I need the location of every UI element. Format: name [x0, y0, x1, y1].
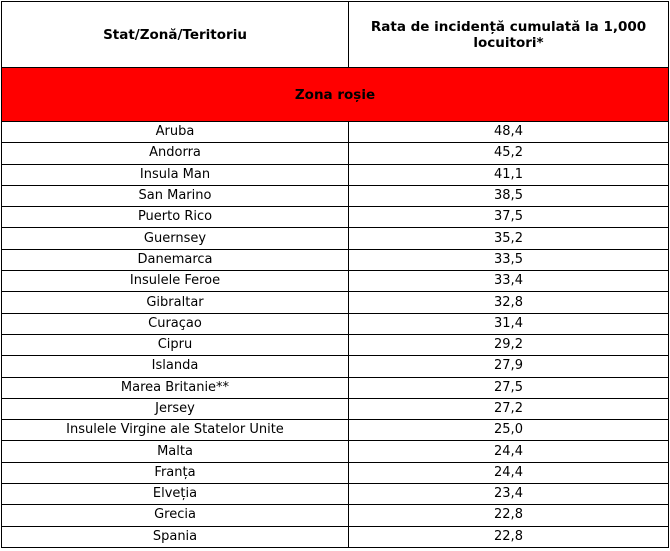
country-cell: Franța: [2, 462, 349, 483]
country-cell: Aruba: [2, 122, 349, 143]
header-country: Stat/Zonă/Teritoriu: [2, 2, 349, 68]
country-cell: Insulele Feroe: [2, 271, 349, 292]
rate-cell: 23,4: [349, 484, 669, 505]
country-cell: Islanda: [2, 356, 349, 377]
country-cell: Elveția: [2, 484, 349, 505]
table-row: [2, 526, 669, 547]
country-cell: Insulele Virgine ale Statelor Unite: [2, 420, 349, 441]
rate-cell: 22,8: [349, 526, 669, 547]
incidence-table: [1, 1, 669, 548]
rate-cell: 24,4: [349, 462, 669, 483]
country-cell: San Marino: [2, 185, 349, 206]
table-row: [2, 505, 669, 526]
table-row: [2, 143, 669, 164]
rate-cell: 27,9: [349, 356, 669, 377]
country-cell: Andorra: [2, 143, 349, 164]
table-row: [2, 185, 669, 206]
table-row: [2, 207, 669, 228]
rate-cell: 22,8: [349, 505, 669, 526]
rate-cell: 45,2: [349, 143, 669, 164]
rate-cell: 25,0: [349, 420, 669, 441]
country-cell: Gibraltar: [2, 292, 349, 313]
table-row: [2, 271, 669, 292]
table-row: [2, 356, 669, 377]
rate-cell: 31,4: [349, 313, 669, 334]
table-row: [2, 228, 669, 249]
table-row: [2, 122, 669, 143]
header-incidence-rate: Rata de incidență cumulată la 1,000 locuitori*: [349, 2, 669, 68]
country-cell: Puerto Rico: [2, 207, 349, 228]
country-cell: Malta: [2, 441, 349, 462]
zone-row: [2, 68, 669, 122]
table-row: [2, 398, 669, 419]
table-row: [2, 484, 669, 505]
country-cell: Insula Man: [2, 164, 349, 185]
table-row: [2, 420, 669, 441]
table-row: [2, 249, 669, 270]
zone-label: Zona roșie: [2, 68, 669, 122]
table-row: [2, 292, 669, 313]
table-row: [2, 334, 669, 355]
country-cell: Cipru: [2, 334, 349, 355]
table-row: [2, 313, 669, 334]
rate-cell: 29,2: [349, 334, 669, 355]
country-cell: Jersey: [2, 398, 349, 419]
country-cell: Marea Britanie**: [2, 377, 349, 398]
table-row: [2, 462, 669, 483]
table-row: [2, 164, 669, 185]
header-row: [2, 2, 669, 68]
rate-cell: 33,5: [349, 249, 669, 270]
rate-cell: 33,4: [349, 271, 669, 292]
country-cell: Grecia: [2, 505, 349, 526]
rate-cell: 27,5: [349, 377, 669, 398]
rate-cell: 38,5: [349, 185, 669, 206]
table-row: [2, 377, 669, 398]
rate-cell: 48,4: [349, 122, 669, 143]
rate-cell: 35,2: [349, 228, 669, 249]
rate-cell: 41,1: [349, 164, 669, 185]
rate-cell: 24,4: [349, 441, 669, 462]
rate-cell: 32,8: [349, 292, 669, 313]
country-cell: Danemarca: [2, 249, 349, 270]
rate-cell: 27,2: [349, 398, 669, 419]
country-cell: Curaçao: [2, 313, 349, 334]
country-cell: Guernsey: [2, 228, 349, 249]
table-row: [2, 441, 669, 462]
country-cell: Spania: [2, 526, 349, 547]
rate-cell: 37,5: [349, 207, 669, 228]
